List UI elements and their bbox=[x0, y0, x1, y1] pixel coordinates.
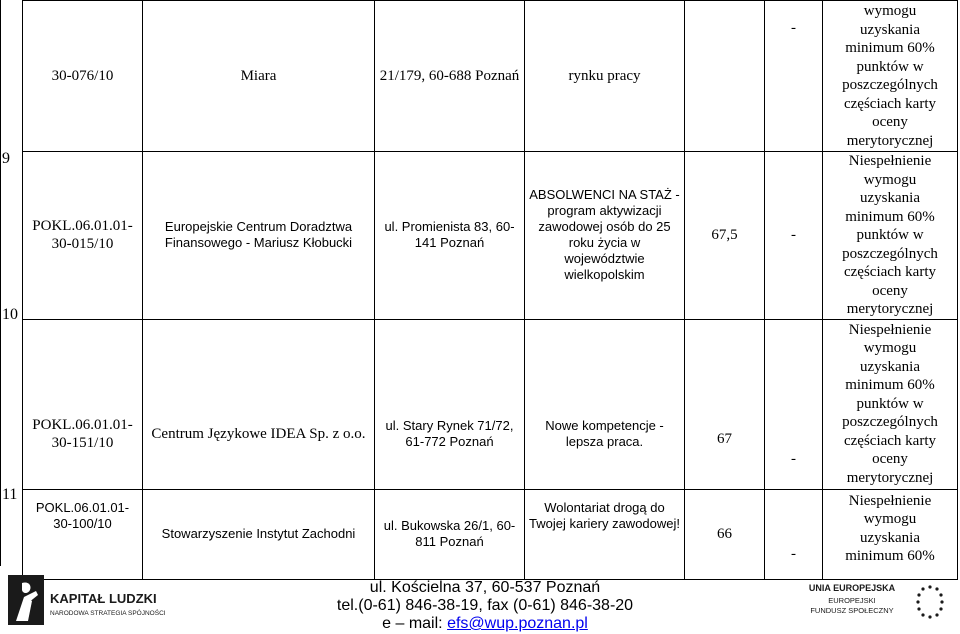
svg-text:EUROPEJSKI: EUROPEJSKI bbox=[828, 596, 876, 605]
row-number: 11 bbox=[2, 486, 18, 503]
status-cell bbox=[823, 1, 958, 152]
row-number: 9 bbox=[2, 150, 10, 167]
email-label: e – mail: bbox=[382, 615, 448, 632]
dash-cell: - bbox=[765, 152, 823, 320]
svg-text:NARODOWA STRATEGIA SPÓJNOŚCI: NARODOWA STRATEGIA SPÓJNOŚCI bbox=[50, 610, 166, 617]
address-cell: ul. Bukowska 26/1, 60-811 Poznań bbox=[375, 489, 525, 579]
score-cell: 67,5 bbox=[685, 152, 765, 320]
page-footer bbox=[0, 565, 960, 634]
status-cell bbox=[823, 319, 958, 489]
status-text: Niespełnienie wymogu uzyskania minimum 60% bbox=[845, 492, 935, 564]
eu-logo bbox=[790, 579, 955, 629]
kapital-ludzki-icon bbox=[8, 573, 183, 629]
org-cell: Stowarzyszenie Instytut Zachodni bbox=[143, 489, 375, 579]
svg-text:FUNDUSZ SPOŁECZNY: FUNDUSZ SPOŁECZNY bbox=[810, 606, 894, 615]
table-left-border bbox=[0, 0, 1, 566]
score-cell bbox=[685, 1, 765, 152]
row-number: 10 bbox=[2, 306, 18, 323]
phone-line: tel.(0-61) 846-38-19, fax (0-61) 846-38-20 bbox=[336, 597, 634, 614]
email-link[interactable]: efs@wup.poznan.pl bbox=[447, 615, 588, 632]
project-cell: ABSOLWENCI NA STAŻ - program aktywizacji zawodowej osób do 25 roku życia w województwie wielkopolskim bbox=[525, 152, 685, 320]
table-row bbox=[23, 319, 958, 489]
code-cell: POKL.06.01.01-30-100/10 bbox=[23, 489, 143, 579]
status-cell bbox=[823, 152, 958, 320]
email-line bbox=[300, 615, 670, 633]
eu-flag-icon bbox=[790, 579, 955, 629]
status-text: Niespełnienie wymogu uzyskania minimum 60% punktów w poszczególnych częściach karty oceny merytorycznej bbox=[842, 321, 938, 486]
kapital-ludzki-logo bbox=[8, 573, 183, 629]
status-text: wymogu uzyskania minimum 60% punktów w poszczególnych częściach karty oceny merytorycznej bbox=[842, 3, 938, 149]
svg-text:UNIA EUROPEJSKA: UNIA EUROPEJSKA bbox=[808, 583, 896, 593]
score-cell: 66 bbox=[685, 489, 765, 579]
address-cell: ul. Stary Rynek 71/72, 61-772 Poznań bbox=[375, 319, 525, 489]
svg-text:KAPITAŁ LUDZKI: KAPITAŁ LUDZKI bbox=[50, 591, 157, 606]
project-cell: Wolontariat drogą do Twojej kariery zawodowej! bbox=[525, 489, 685, 579]
dash-cell: - bbox=[765, 319, 823, 489]
score-cell: 67 bbox=[685, 319, 765, 489]
org-cell: Miara bbox=[143, 1, 375, 152]
code-cell: 30-076/10 bbox=[23, 1, 143, 152]
project-cell: rynku pracy bbox=[525, 1, 685, 152]
contact-address bbox=[300, 579, 670, 633]
dash-cell: - bbox=[765, 1, 823, 152]
code-cell: POKL.06.01.01-30-151/10 bbox=[23, 319, 143, 489]
address-cell: 21/179, 60-688 Poznań bbox=[375, 1, 525, 152]
dash-cell: - bbox=[765, 489, 823, 579]
status-text: Niespełnienie wymogu uzyskania minimum 60% punktów w poszczególnych częściach karty oceny merytorycznej bbox=[842, 153, 938, 317]
org-cell: Europejskie Centrum Doradztwa Finansowego - Mariusz Kłobucki bbox=[143, 152, 375, 320]
table-row bbox=[23, 152, 958, 320]
org-cell: Centrum Językowe IDEA Sp. z o.o. bbox=[143, 319, 375, 489]
code-cell: POKL.06.01.01-30-015/10 bbox=[23, 152, 143, 320]
address-cell: ul. Promienista 83, 60-141 Poznań bbox=[375, 152, 525, 320]
table-row bbox=[23, 1, 958, 152]
results-table bbox=[22, 0, 958, 580]
address-line: ul. Kościelna 37, 60-537 Poznań bbox=[369, 579, 601, 596]
project-cell: Nowe kompetencje - lepsza praca. bbox=[525, 319, 685, 489]
